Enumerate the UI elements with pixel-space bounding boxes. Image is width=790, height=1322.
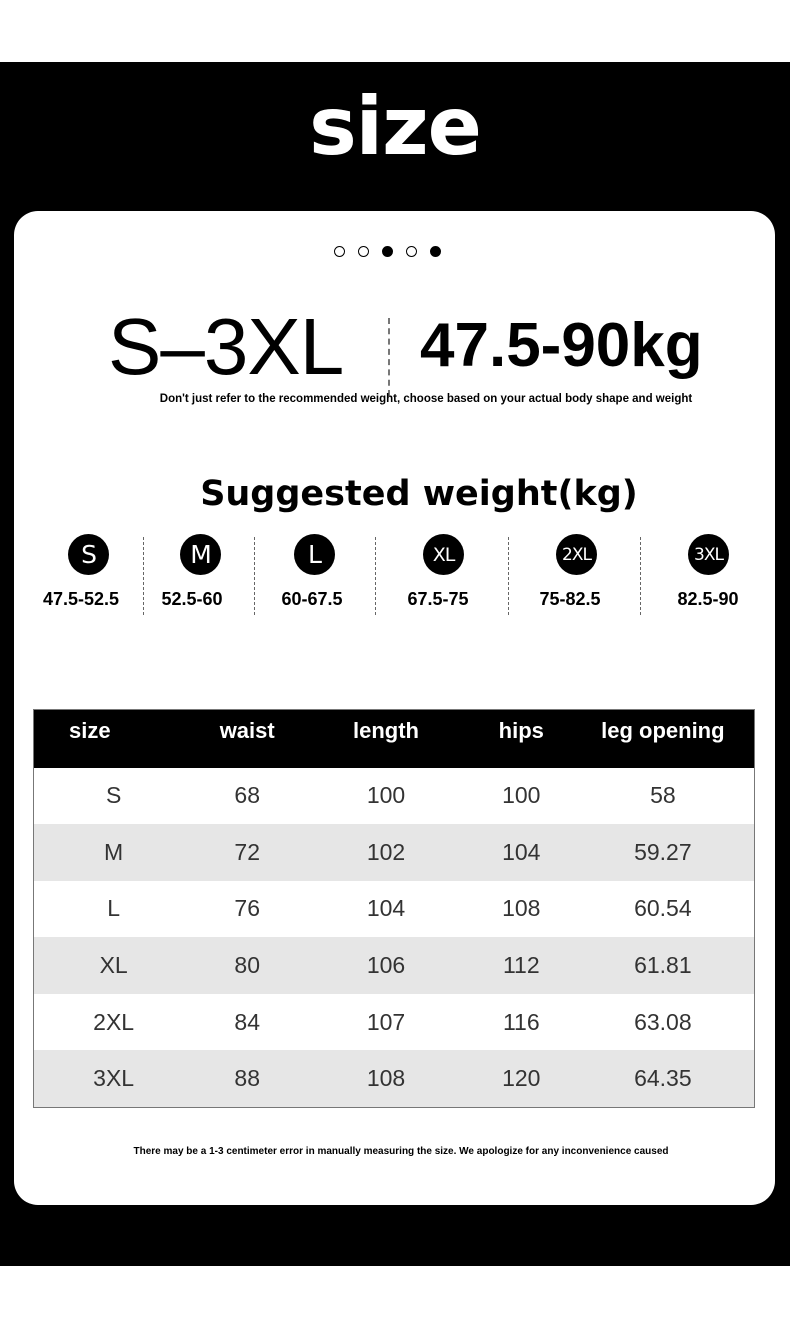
measurement-note: There may be a 1-3 centimeter error in manually measuring the size. We apologize for any inconvenience caused [133, 1146, 669, 1157]
weight-range-xl: 67.5-75 [407, 589, 469, 609]
column-header-length: length [301, 710, 471, 768]
cell-length: 104 [366, 895, 406, 922]
weight-divider [375, 537, 376, 615]
cell-length: 108 [301, 1050, 471, 1107]
cell-size: 3XL [34, 1050, 194, 1107]
pager-dot[interactable] [406, 246, 417, 257]
cell-waist: 80 [193, 937, 301, 994]
cell-leg-opening: 63.08 [634, 1008, 692, 1035]
table-row [34, 881, 755, 938]
weight-range-s: 47.5-52.5 [42, 589, 120, 609]
pager-dot-active[interactable] [382, 246, 393, 257]
size-badge-l: L [294, 534, 335, 575]
cell-leg-opening: 61.81 [572, 937, 755, 994]
cell-hips: 116 [502, 1008, 540, 1035]
weight-range-m: 52.5-60 [161, 589, 223, 609]
cell-hips: 120 [471, 1050, 572, 1107]
cell-leg-opening: 64.35 [572, 1050, 755, 1107]
cell-size: S [105, 782, 122, 809]
column-header-leg-opening: leg opening [572, 710, 755, 768]
pager-dots [334, 246, 441, 257]
weight-note: Don't just refer to the recommended weight, choose based on your actual body shape and weight [159, 393, 693, 405]
column-header-waist: waist [193, 710, 301, 768]
weight-range-l: 60-67.5 [281, 589, 343, 609]
cell-length: 100 [366, 782, 406, 809]
weight-range-3xl: 82.5-90 [677, 589, 739, 609]
cell-hips: 100 [502, 782, 541, 809]
suggested-weight-title: Suggested weight(kg) [200, 474, 638, 514]
pager-dot[interactable] [334, 246, 345, 257]
size-badge-m: M [180, 534, 221, 575]
cell-waist: 68 [234, 782, 260, 809]
cell-length: 102 [301, 824, 471, 881]
range-divider [388, 318, 390, 396]
cell-size: L [107, 895, 121, 922]
cell-hips: 112 [471, 937, 572, 994]
size-range: S–3XL [108, 302, 344, 391]
cell-leg-opening: 58 [650, 782, 676, 809]
size-badge-2xl: 2XL [556, 534, 597, 575]
page-title: size [309, 80, 481, 173]
cell-hips: 104 [471, 824, 572, 881]
table-row [34, 1050, 755, 1107]
cell-size: M [34, 824, 194, 881]
cell-waist: 84 [234, 1008, 260, 1035]
cell-length: 107 [366, 1008, 406, 1035]
table-row [34, 824, 755, 881]
table-row [34, 937, 755, 994]
size-badge-3xl: 3XL [688, 534, 729, 575]
cell-waist: 72 [193, 824, 301, 881]
pager-dot[interactable] [358, 246, 369, 257]
weight-divider [508, 537, 509, 615]
weight-divider [640, 537, 641, 615]
cell-size: XL [34, 937, 194, 994]
cell-leg-opening: 60.54 [634, 895, 692, 922]
weight-range: 47.5-90kg [420, 311, 703, 380]
table-row [34, 994, 755, 1051]
size-badge-s: S [68, 534, 109, 575]
weight-range-2xl: 75-82.5 [539, 589, 601, 609]
cell-size: 2XL [93, 1008, 135, 1035]
size-badge-xl: XL [423, 534, 464, 575]
cell-hips: 108 [502, 895, 541, 922]
cell-length: 106 [301, 937, 471, 994]
column-header-size: size [34, 710, 194, 768]
cell-leg-opening: 59.27 [572, 824, 755, 881]
pager-dot-active[interactable] [430, 246, 441, 257]
size-chart-table [33, 709, 755, 1108]
cell-waist: 88 [193, 1050, 301, 1107]
table-header-row [34, 710, 755, 768]
table-row [34, 768, 755, 825]
column-header-hips: hips [471, 710, 572, 768]
cell-waist: 76 [234, 895, 260, 922]
